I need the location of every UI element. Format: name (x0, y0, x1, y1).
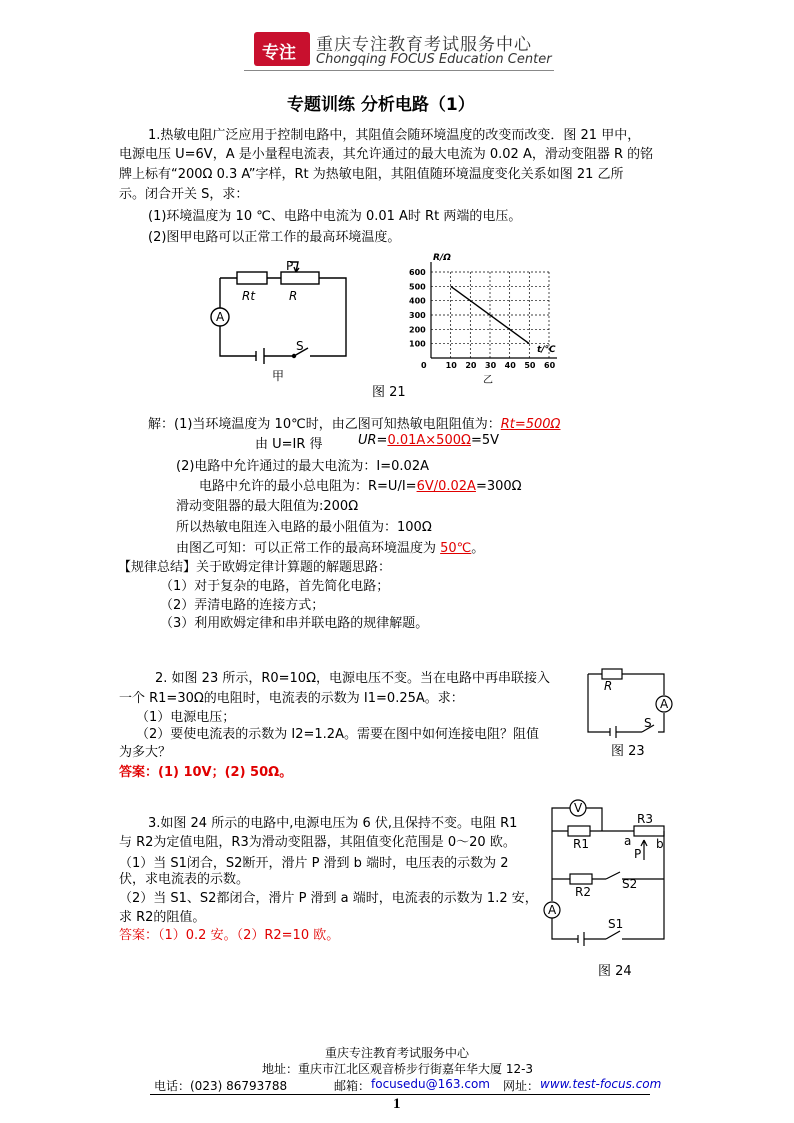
sol1-line-1 (148, 413, 560, 432)
rule-item-3: （3）利用欧姆定律和串并联电路的规律解题。 (160, 616, 429, 631)
q1-part-1: (1)环境温度为 10 ℃、电路中电流为 0.01 A时 Rt 两端的电压。 (148, 209, 522, 224)
chart-x-tick-5: 50 (524, 361, 536, 370)
fig21-circuit (210, 258, 370, 388)
fig24-s1-label: S1 (608, 917, 624, 931)
q2-answer: 答案：(1) 10V；(2) 50Ω。 (119, 765, 293, 780)
chart-x-tick-4: 40 (504, 361, 516, 370)
fig24-b-end-label: b (656, 837, 664, 851)
fig24-r2-label: R2 (575, 885, 591, 899)
q1-line-3: 牌上标有“200Ω 0.3 A”字样，Rt 为热敏电阻，其阻值随环境温度变化关系如图 21 乙所 (119, 167, 624, 182)
sol1-rt-value: Rt=500Ω (500, 417, 561, 432)
q2-line-3: （1）电源电压； (136, 710, 236, 725)
footer-email-link[interactable]: focusedu@163.com (371, 1077, 490, 1091)
logo-text: 专注 (262, 43, 296, 63)
fig21-s-label: S (296, 339, 304, 353)
footer-phone: 电话：(023) 86793788 (154, 1079, 288, 1093)
sol1-s6-red: 50℃ (440, 541, 472, 556)
fig23-a-label: A (660, 697, 669, 711)
fig24-s2-label: S2 (622, 877, 638, 891)
q3-line-5: （2）当 S1、S2都闭合，滑片 P 滑到 a 端时，电流表的示数为 1.2 安， (119, 891, 538, 906)
footer-web-link[interactable]: www.test-focus.com (540, 1077, 662, 1091)
q1-line-4: 示。闭合开关 S，求： (119, 187, 249, 202)
footer-email-label: 邮箱： (334, 1079, 371, 1093)
q1-line-1: 1.热敏电阻广泛应用于控制电路中，其阻值会随环境温度的改变而改变．图 21 甲中， (148, 128, 641, 143)
logo-badge (254, 32, 310, 66)
fig21-r-label: R (289, 289, 298, 303)
chart-series-line-0 (451, 286, 530, 343)
q1-line-2: 电源电压 U=6V，A 是小量程电流表，其允许通过的最大电流为 0.02 A，滑动变阻器 R 的铭 (119, 147, 654, 162)
page-title: 专题训练 分析电路（1） (287, 95, 475, 115)
org-name-en: Chongqing FOCUS Education Center (316, 52, 552, 67)
q3-line-4: 伏，求电流表的示数。 (119, 872, 250, 887)
sol1-line-4 (199, 475, 522, 494)
q2-line-4: （2）要使电流表的示数为 I2=1.2A。需要在图中如何连接电阻？阻值 (136, 727, 539, 742)
header-rule (244, 70, 554, 71)
chart-y-tick-3: 400 (409, 296, 426, 306)
q2-line-5: 为多大？ (119, 745, 172, 760)
fig24-v-label: V (574, 801, 583, 815)
footer-web-label: 网址： (503, 1079, 540, 1093)
fig24-a-end-label: a (624, 834, 632, 848)
sol1-s3-pre: 电路中允许的最小总电阻为：R=U/I= (199, 479, 417, 494)
fig24-caption: 图 24 (598, 964, 632, 979)
q3-line-6: 求 R2的阻值。 (119, 910, 206, 925)
fig24-r3-label: R3 (637, 812, 653, 826)
chart-ylabel: R/Ω (433, 253, 451, 263)
q3-line-1: 3.如图 24 所示的电路中,电源电压为 6 伏,且保持不变。电阻 R1 (148, 816, 518, 831)
sol1-ur-post: =5V (470, 433, 499, 448)
q2-line-2: 一个 R1=30Ω的电阻时，电流表的示数为 I1=0.25A。求： (119, 691, 464, 706)
chart-y-tick-2: 300 (409, 311, 426, 320)
fig24-p-label: P (634, 847, 642, 861)
fig23-r-label: R (604, 679, 613, 693)
fig21-rt-label: Rt (242, 289, 256, 303)
rule-head: 【规律总结】关于欧姆定律计算题的解题思路： (118, 560, 392, 575)
sol1-jie: 解：(1)当环境温度为 10℃时，由乙图可知热敏电阻阻值为： (148, 417, 501, 432)
sol1-line-3: (2)电路中允许通过的最大电流为：I=0.02A (176, 459, 429, 474)
fig21-caption: 图 21 (372, 385, 406, 400)
sol1-line-7 (176, 537, 484, 556)
sol1-line-6: 所以热敏电阻连入电路的最小阻值为：100Ω (176, 520, 432, 535)
fig24-ammeter-label: A (548, 903, 557, 917)
chart-origin-label: 0 (421, 361, 427, 370)
q2-line-1: 2. 如图 23 所示，R0=10Ω，电源电压不变。当在电路中再串联接入 (155, 671, 551, 686)
footer-address: 地址：重庆市江北区观音桥步行街嘉年华大厦 12-3 (262, 1062, 534, 1076)
chart-x-tick-2: 20 (465, 361, 477, 370)
sol1-ur-red: 0.01A×500Ω (387, 433, 471, 448)
chart-y-tick-4: 500 (409, 282, 426, 292)
chart-x-tick-6: 60 (544, 361, 556, 370)
org-name-cn: 重庆专注教育考试服务中心 (316, 35, 532, 55)
footer-rule (150, 1094, 650, 1095)
fig24-circuit (540, 796, 670, 946)
fig21-p-label: P (286, 259, 294, 273)
sol1-s6-pre: 由图乙可知：可以正常工作的最高环境温度为 (176, 541, 441, 556)
fig23-s-label: S (644, 716, 652, 730)
fig21-ammeter-label: A (216, 310, 225, 324)
rule-item-1: （1）对于复杂的电路，首先简化电路； (160, 579, 390, 594)
sol1-line-2: 由 U=IR 得 (255, 437, 323, 452)
fig23-caption: 图 23 (611, 744, 645, 759)
chart-x-tick-1: 10 (445, 361, 457, 370)
sol1-s3-post: =300Ω (475, 479, 522, 494)
chart-y-tick-0: 100 (409, 339, 426, 349)
chart-y-tick-1: 200 (409, 325, 426, 335)
chart-yi-label: 乙 (483, 375, 493, 386)
sol1-line-5: 滑动变阻器的最大阻值为:200Ω (176, 499, 359, 514)
page-number: 1 (393, 1096, 401, 1112)
q1-part-2: (2)图甲电路可以正常工作的最高环境温度。 (148, 230, 401, 245)
fig21-chart (395, 246, 565, 386)
sol1-ur-pre: UR= (358, 433, 388, 448)
chart-y-tick-5: 600 (409, 268, 426, 277)
rule-item-2: （2）弄清电路的连接方式； (160, 598, 325, 613)
q3-line-2: 与 R2为定值电阻，R3为滑动变阻器，其阻值变化范围是 0～20 欧。 (119, 835, 516, 850)
sol1-s3-red: 6V/0.02A (416, 479, 476, 494)
sol1-s6-post: 。 (471, 541, 485, 556)
q3-answer: 答案：（1）0.2 安。（2）R2=10 欧。 (119, 928, 340, 943)
q3-line-3: （1）当 S1闭合，S2断开，滑片 P 滑到 b 端时，电压表的示数为 2 (119, 856, 509, 871)
footer-org: 重庆专注教育考试服务中心 (325, 1046, 470, 1060)
fig23-circuit (580, 662, 700, 742)
chart-x-tick-3: 30 (485, 361, 497, 370)
chart-xlabel: t/℃ (537, 345, 556, 355)
fig24-r1-label: R1 (573, 837, 589, 851)
fig21-jia-label: 甲 (272, 369, 285, 383)
sol1-line-2b (358, 433, 499, 448)
